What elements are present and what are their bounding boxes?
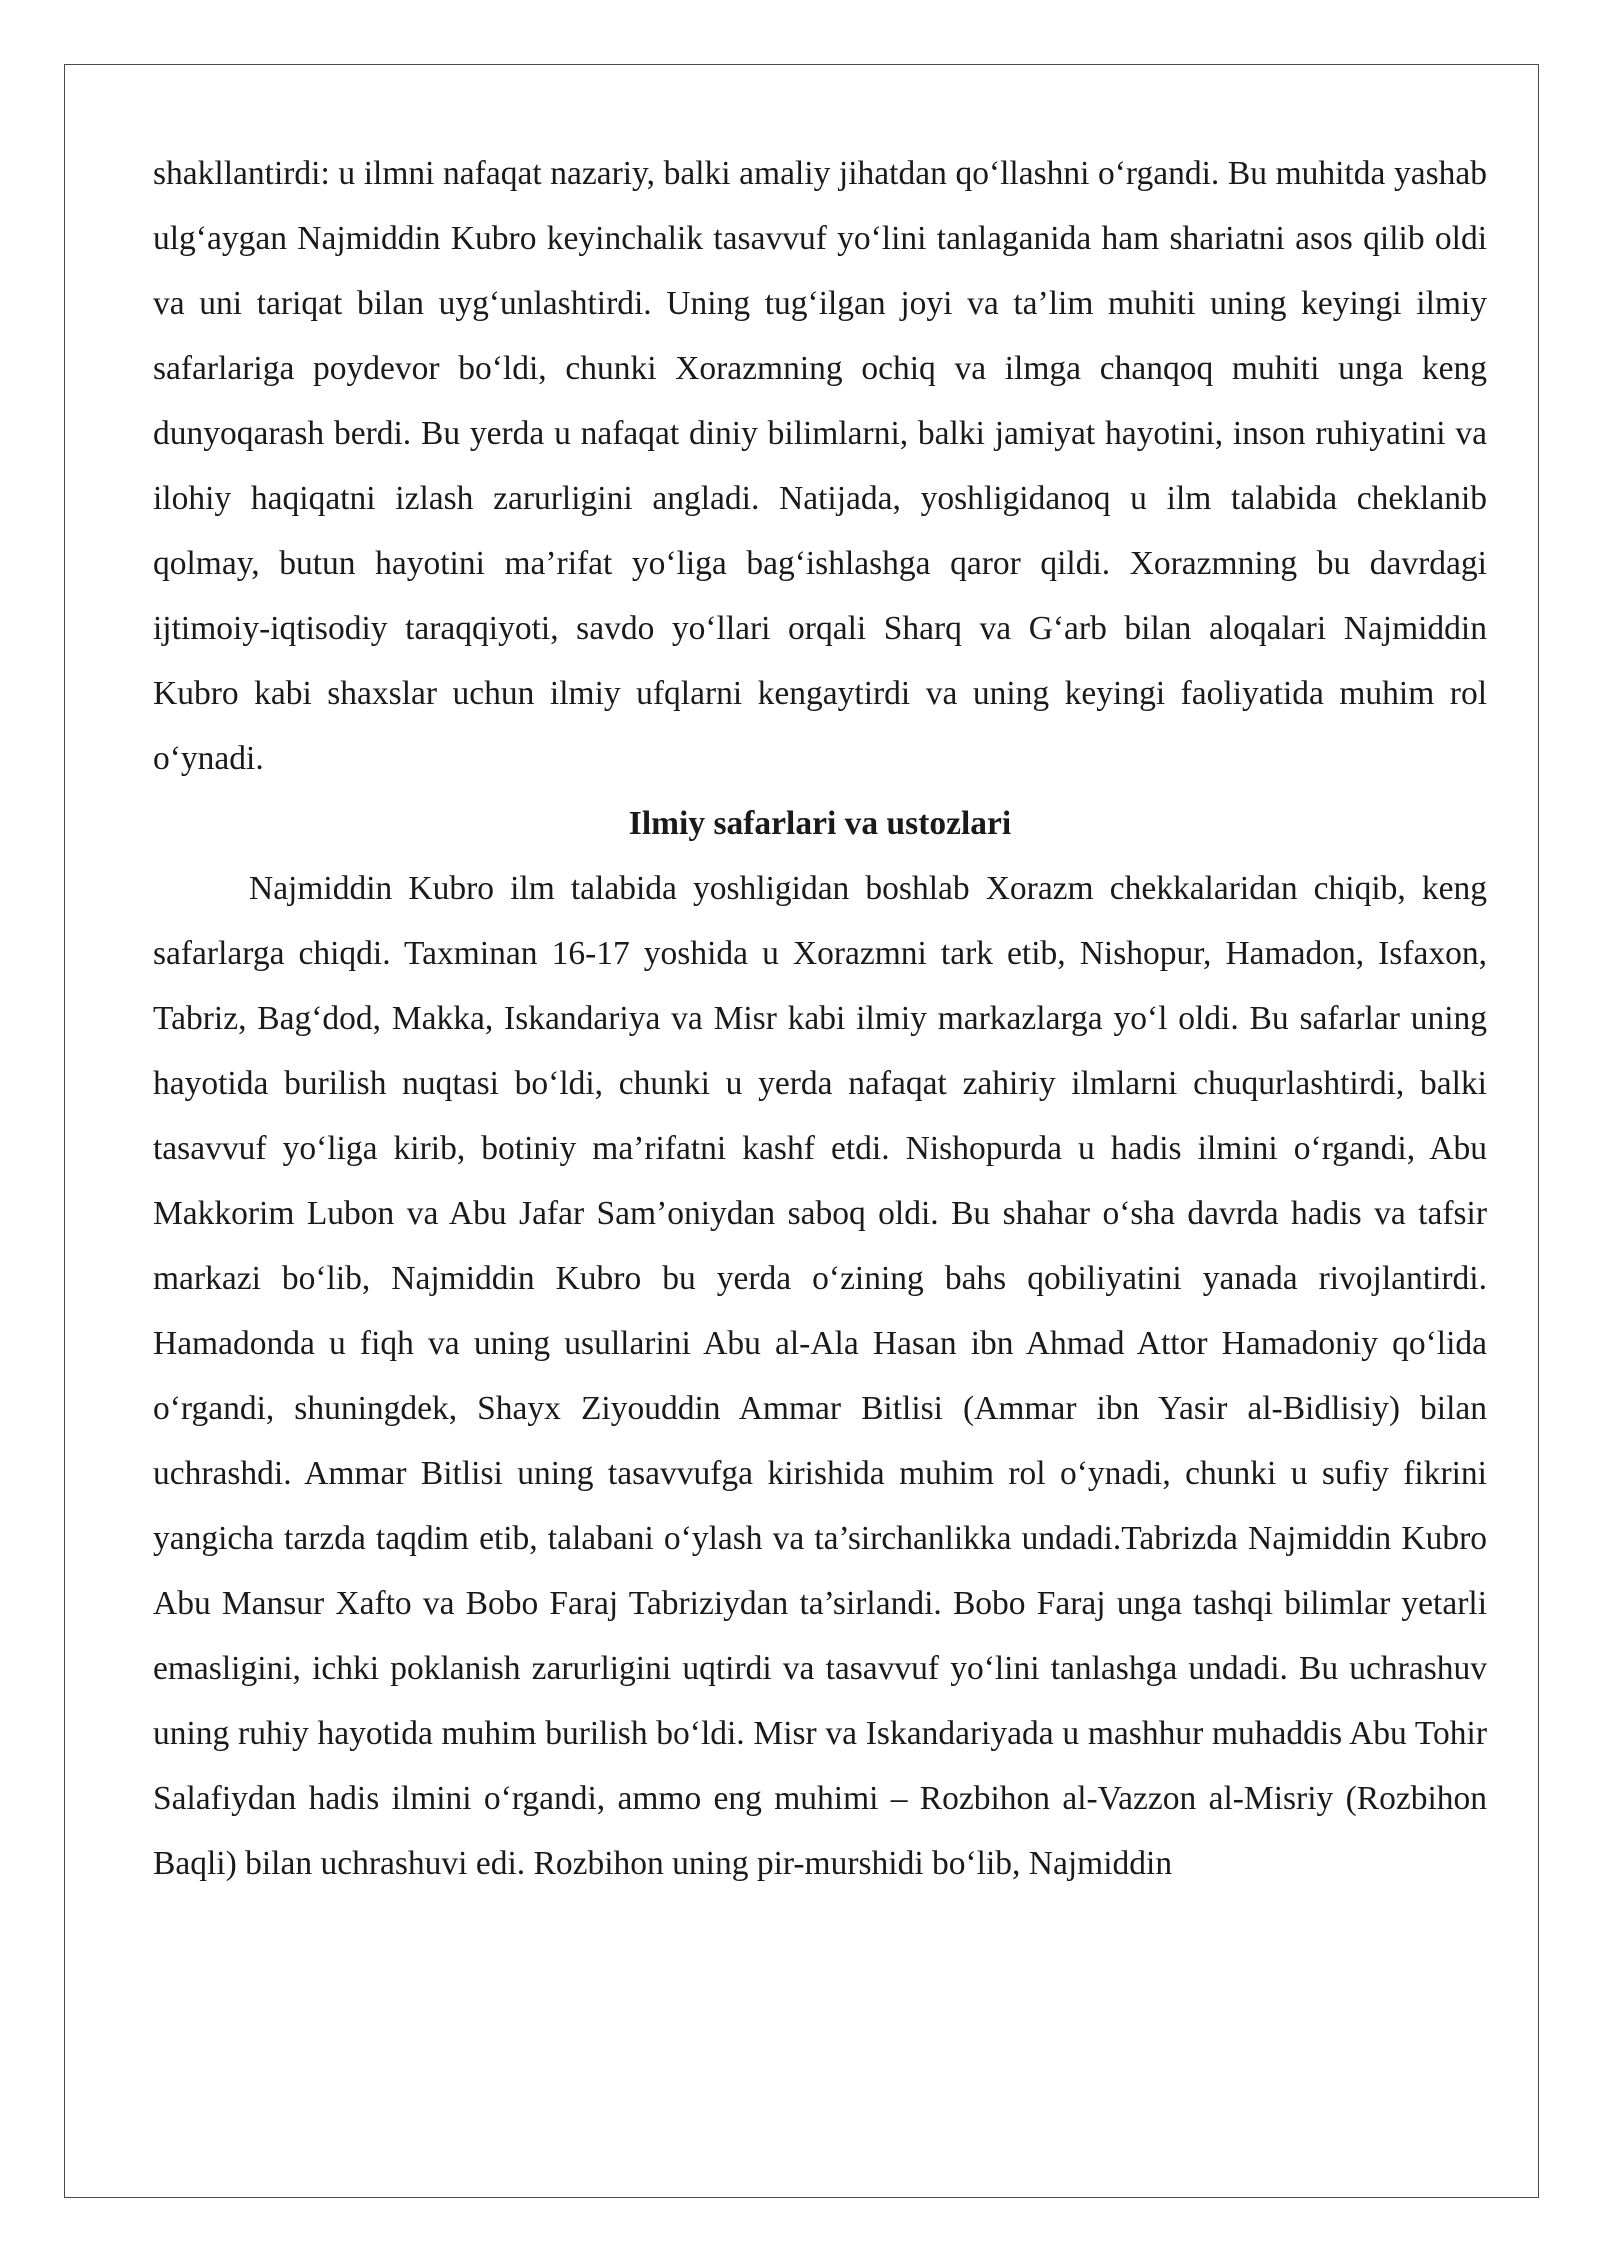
section-heading: Ilmiy safarlari va ustozlari xyxy=(628,805,1012,842)
document-body xyxy=(153,141,1487,1896)
body-paragraph-1: shakllantirdi: u ilmni nafaqat nazariy, balki amaliy jihatdan qo‘llashni o‘rgandi. Bu muhitda yashab ulg‘aygan Najmiddin Kubro keyinchalik tasavvuf yo‘lini tanlaganida ham shariatni asos qilib oldi va uni tariqat bilan uyg‘unlashtirdi. Uning tug‘ilgan joyi va ta’lim muhiti uning keyingi ilmiy safarlariga poydevor bo‘ldi, chunki Xorazmning ochiq va ilmga chanqoq muhiti unga keng dunyoqarash berdi. Bu yerda u nafaqat diniy bilimlarni, balki jamiyat hayotini, inson ruhiyatini va ilohiy haqiqatni izlash zarurligini angladi. Natijada, yoshligidanoq u ilm talabida cheklanib qolmay, butun hayotini ma’rifat yo‘liga bag‘ishlashga qaror qildi. Xorazmning bu davrdagi ijtimoiy-iqtisodiy taraqqiyoti, savdo yo‘llari orqali Sharq va G‘arb bilan aloqalari Najmiddin Kubro kabi shaxslar uchun ilmiy ufqlarni kengaytirdi va uning keyingi faoliyatida muhim rol o‘ynadi. xyxy=(153,155,1487,777)
body-paragraph-2: Najmiddin Kubro ilm talabida yoshligidan boshlab Xorazm chekkalaridan chiqib, keng safarlarga chiqdi. Taxminan 16-17 yoshida u Xorazmni tark etib, Nishopur, Hamadon, Isfaxon, Tabriz, Bag‘dod, Makka, Iskandariya va Misr kabi ilmiy markazlarga yo‘l oldi. Bu safarlar uning hayotida burilish nuqtasi bo‘ldi, chunki u yerda nafaqat zahiriy ilmlarni chuqurlashtirdi, balki tasavvuf yo‘liga kirib, botiniy ma’rifatni kashf etdi. Nishopurda u hadis ilmini o‘rgandi, Abu Makkorim Lubon va Abu Jafar Sam’oniydan saboq oldi. Bu shahar o‘sha davrda hadis va tafsir markazi bo‘lib, Najmiddin Kubro bu yerda o‘zining bahs qobiliyatini yanada rivojlantirdi. Hamadonda u fiqh va uning usullarini Abu al-Ala Hasan ibn Ahmad Attor Hamadoniy qo‘lida o‘rgandi, shuningdek, Shayx Ziyouddin Ammar Bitlisi (Ammar ibn Yasir al-Bidlisiy) bilan uchrashdi. Ammar Bitlisi uning tasavvufga kirishida muhim rol o‘ynadi, chunki u sufiy fikrini yangicha tarzda taqdim etib, talabani o‘ylash va ta’sirchanlikka undadi.Tabrizda Najmiddin Kubro Abu Mansur Xafto va Bobo Faraj Tabriziydan ta’sirlandi. Bobo Faraj unga tashqi bilimlar yetarli emasligini, ichki poklanish zarurligini uqtirdi va tasavvuf yo‘lini tanlashga undadi. Bu uchrashuv uning ruhiy hayotida muhim burilish bo‘ldi. Misr va Iskandariyada u mashhur muhaddis Abu Tohir Salafiydan hadis ilmini o‘rgandi, ammo eng muhimi – Rozbihon al-Vazzon al-Misriy (Rozbihon Baqli) bilan uchrashuvi edi. Rozbihon uning pir-murshidi bo‘lib, Najmiddin xyxy=(153,870,1487,1882)
